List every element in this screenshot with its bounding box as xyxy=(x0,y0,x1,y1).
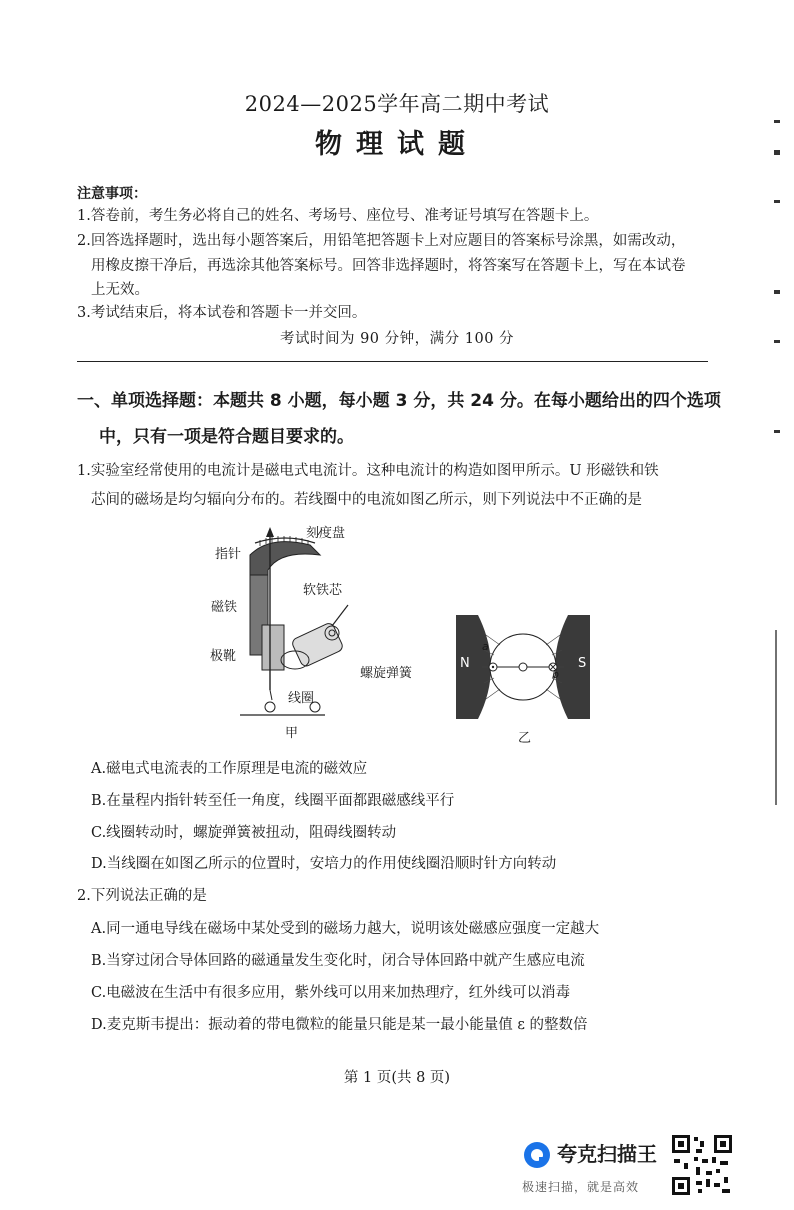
option: B.在量程内指针转至任一角度，线圈平面都跟磁感线平行 xyxy=(91,793,455,809)
option: D.麦克斯韦提出：振动着的带电微粒的能量只能是某一最小能量值 ε 的整数倍 xyxy=(91,1017,588,1033)
divider xyxy=(77,361,708,362)
brand-name: 夸克扫描王 xyxy=(557,1142,657,1166)
label-scale: 刻度盘 xyxy=(306,526,346,541)
note-item: 1.答卷前，考生务必将自己的姓名、考场号、座位号、准考证号填写在答题卡上。 xyxy=(77,208,599,224)
label-south: S xyxy=(578,656,587,671)
option: D.当线圈在如图乙所示的位置时，安培力的作用使线圈沿顺时针方向转动 xyxy=(91,856,557,872)
option: A.磁电式电流表的工作原理是电流的磁效应 xyxy=(91,761,368,777)
terminal xyxy=(265,702,275,712)
label-spring: 螺旋弹簧 xyxy=(360,666,413,681)
question-stem: 芯间的磁场是均匀辐向分布的。若线圈中的电流如图乙所示，则下列说法中不正确的是 xyxy=(91,492,642,508)
brand-slogan: 极速扫描，就是高效 xyxy=(522,1180,640,1194)
note-item: 3.考试结束后，将本试卷和答题卡一并交回。 xyxy=(77,305,367,321)
page-number: 第 1 页(共 8 页) xyxy=(343,1070,451,1086)
caption-b: 乙 xyxy=(518,731,532,746)
axle xyxy=(519,663,527,671)
exam-title: 2024—2025学年高二期中考试 xyxy=(244,92,550,116)
label-a: a xyxy=(482,640,489,653)
label-b: b xyxy=(552,668,559,681)
radial-field-figure xyxy=(456,615,590,719)
note-item: 上无效。 xyxy=(91,282,149,298)
option: A.同一通电导线在磁场中某处受到的磁场力越大，说明该处磁感应强度一定越大 xyxy=(91,921,600,937)
label-north: N xyxy=(460,656,470,671)
notes-heading: 注意事项： xyxy=(77,186,147,202)
qr-code xyxy=(670,1133,734,1197)
label-coil: 线圈 xyxy=(288,691,315,706)
label-pointer: 指针 xyxy=(215,547,242,562)
question-stem: 1.实验室经常使用的电流计是磁电式电流计。这种电流计的构造如图甲所示。U 形磁铁和铁 xyxy=(77,463,659,479)
pointer-tip xyxy=(266,527,274,537)
label-core: 软铁芯 xyxy=(303,583,343,598)
soft-iron-core xyxy=(291,622,344,668)
scan-edge-marks xyxy=(766,90,786,810)
label-pole-shoe: 极靴 xyxy=(210,649,237,664)
note-item: 2.回答选择题时，选出每小题答案后，用铅笔把答题卡上对应题目的答案标号涂黑，如需改动， xyxy=(77,233,686,249)
question-stem: 2.下列说法正确的是 xyxy=(77,888,207,904)
section-heading: 一、单项选择题：本题共 8 小题，每小题 3 分，共 24 分。在每小题给出的四个选项 xyxy=(77,391,721,411)
note-item: 用橡皮擦干净后，再选涂其他答案标号。回答非选择题时，将答案写在答题卡上，写在本试卷 xyxy=(91,258,686,274)
section-heading: 中，只有一项是符合题目要求的。 xyxy=(99,427,354,447)
subject-title: 物理试题 xyxy=(315,129,479,160)
caption-a: 甲 xyxy=(285,726,299,741)
option: C.电磁波在生活中有很多应用，紫外线可以用来加热理疗，红外线可以消毒 xyxy=(91,985,571,1001)
pole-shoe xyxy=(262,625,284,670)
exam-time: 考试时间为 90 分钟，满分 100 分 xyxy=(279,331,515,347)
label-magnet: 磁铁 xyxy=(211,600,238,615)
option: B.当穿过闭合导体回路的磁通量发生变化时，闭合导体回路中就产生感应电流 xyxy=(91,953,585,969)
brand-logo-icon xyxy=(522,1140,552,1170)
option: C.线圈转动时，螺旋弹簧被扭动，阻碍线圈转动 xyxy=(91,825,397,841)
